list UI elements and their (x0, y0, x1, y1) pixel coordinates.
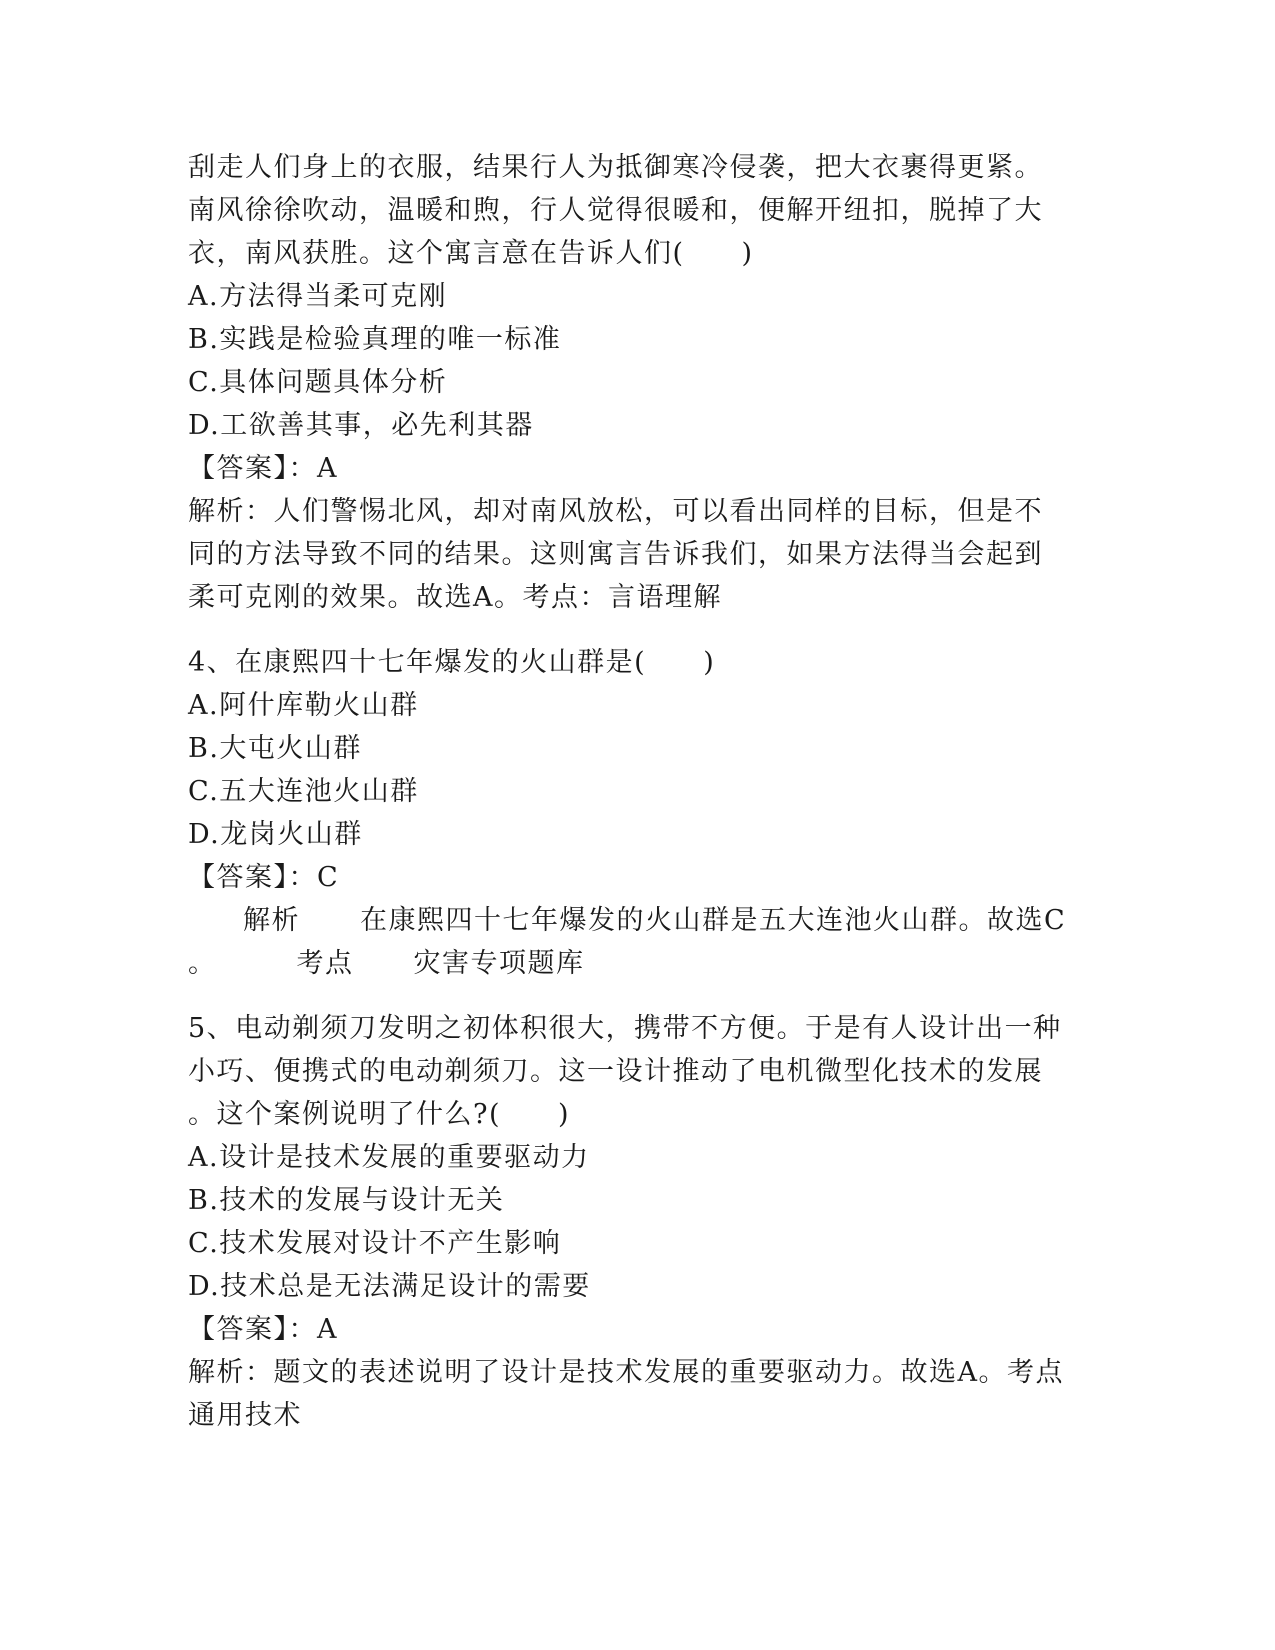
option-b: B.实践是检验真理的唯一标准 (188, 324, 562, 355)
question-stem-line: 4、在康熙四十七年爆发的火山群是( ) (188, 647, 716, 678)
analysis-line: 同的方法导致不同的结果。这则寓言告诉我们，如果方法得当会起到 (188, 539, 1043, 570)
analysis-line (188, 899, 1078, 942)
analysis-text: 在康熙四十七年爆发的火山群是五大连池火山群。故选C (360, 905, 1067, 936)
answer: 【答案】：A (188, 453, 338, 484)
option-b: B.大屯火山群 (188, 733, 362, 764)
analysis-tail: 。 (188, 948, 217, 979)
option-a: A.阿什库勒火山群 (188, 690, 419, 721)
question-stem-line: 衣，南风获胜。这个寓言意在告诉人们( ) (188, 238, 754, 269)
question-stem-line: 刮走人们身上的衣服，结果行人为抵御寒冷侵袭，把大衣裹得更紧。 (188, 152, 1043, 183)
option-d: D.工欲善其事，必先利其器 (188, 410, 534, 441)
option-d: D.龙岗火山群 (188, 819, 363, 850)
option-a: A.方法得当柔可克刚 (188, 281, 448, 312)
analysis-line (188, 942, 1078, 985)
question-3 (188, 146, 1078, 619)
question-stem-line: 小巧、便携式的电动剃须刀。这一设计推动了电机微型化技术的发展 (188, 1056, 1043, 1087)
kaodian-label: 考点 (296, 948, 354, 979)
answer: 【答案】：A (188, 1314, 338, 1345)
option-c: C.五大连池火山群 (188, 776, 419, 807)
section-gap (188, 985, 1078, 1007)
analysis-line: 解析：人们警惕北风，却对南风放松，可以看出同样的目标，但是不 (188, 496, 1043, 527)
option-a: A.设计是技术发展的重要驱动力 (188, 1142, 590, 1173)
answer: 【答案】：C (188, 862, 340, 893)
question-4 (188, 641, 1078, 985)
analysis-line: 解析：题文的表述说明了设计是技术发展的重要驱动力。故选A。考点 (188, 1357, 1064, 1388)
option-b: B.技术的发展与设计无关 (188, 1185, 505, 1216)
question-5 (188, 1007, 1078, 1437)
document-content (188, 146, 1078, 1437)
question-stem-line: 5、电动剃须刀发明之初体积很大，携带不方便。于是有人设计出一种 (188, 1013, 1062, 1044)
analysis-label: 解析 (243, 905, 300, 936)
kaodian-text: 灾害专项题库 (413, 948, 585, 979)
question-stem-line: 。这个案例说明了什么?( ) (188, 1099, 571, 1130)
option-c: C.技术发展对设计不产生影响 (188, 1228, 562, 1259)
question-stem-line: 南风徐徐吹动，温暖和煦，行人觉得很暖和，便解开纽扣，脱掉了大 (188, 195, 1043, 226)
analysis-line: 柔可克刚的效果。故选A。考点：言语理解 (188, 582, 722, 613)
option-d: D.技术总是无法满足设计的需要 (188, 1271, 591, 1302)
section-gap (188, 619, 1078, 641)
option-c: C.具体问题具体分析 (188, 367, 448, 398)
analysis-line: 通用技术 (188, 1400, 302, 1431)
